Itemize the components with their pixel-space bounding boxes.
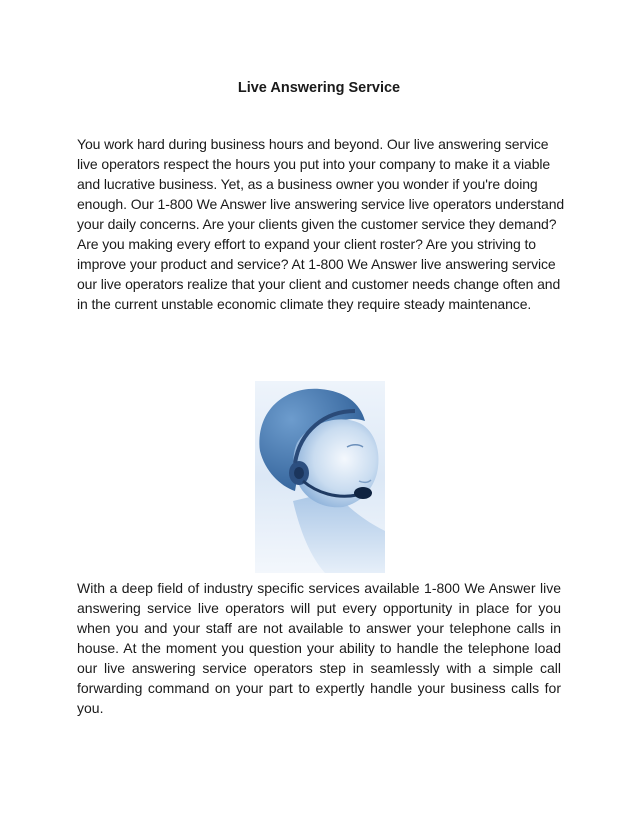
paragraph-text: You work hard during business hours and beyond. Our live answering service live operators respect the hours you put into your company to make it a viable and lucrative business. Yet, as a business owner you wonder if you're doing enough. Our 1-800 We Answer live answering service live operators understand your daily concerns. Are your clients given the customer service they demand? Are you making every effort to expand your client roster? Are you striving to improve your product and service? At 1-800 We Answer live answering service our live operators realize that your client and customer needs change often and in the current unstable economic climate they require steady maintenance. <box>77 136 565 312</box>
intro-paragraph <box>77 134 565 314</box>
paragraph-text: With a deep field of industry specific services available 1-800 We Answer live answering service live operators will put every opportunity in place for you when you and your staff are not available to answer your telephone calls in house. At the moment you question your ability to handle the telephone load our live answering service operators step in seamlessly with a simple call forwarding command on your part to expertly handle your business calls for you. <box>77 580 561 716</box>
headset-operator-photo <box>255 381 385 573</box>
services-paragraph <box>77 578 561 718</box>
page-title: Live Answering Service <box>237 80 401 96</box>
operator-with-headset-image <box>255 381 385 573</box>
